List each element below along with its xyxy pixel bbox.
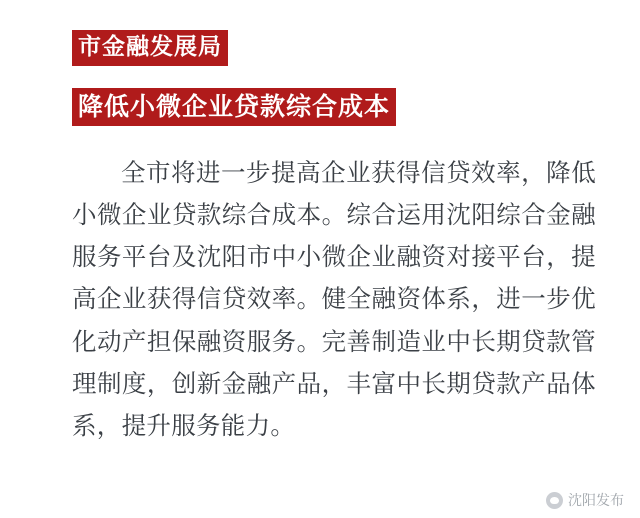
section-heading-topic: 降低小微企业贷款综合成本	[72, 88, 396, 126]
watermark	[546, 490, 624, 510]
body-paragraph: 全市将进一步提高企业获得信贷效率，降低小微企业贷款综合成本。综合运用沈阳综合金融服务平台及沈阳市中小微企业融资对接平台，提高企业获得信贷效率。健全融资体系，进一步优化动产担保融资服务。完善制造业中长期贷款管理制度，创新金融产品，丰富中长期贷款产品体系，提升服务能力。	[72, 158, 596, 440]
heading-secondary-row	[72, 88, 604, 126]
section-heading-department: 市金融发展局	[72, 30, 228, 66]
watermark-label: 沈阳发布	[568, 493, 624, 509]
heading-primary-row	[72, 30, 604, 66]
weibo-icon	[546, 492, 563, 509]
